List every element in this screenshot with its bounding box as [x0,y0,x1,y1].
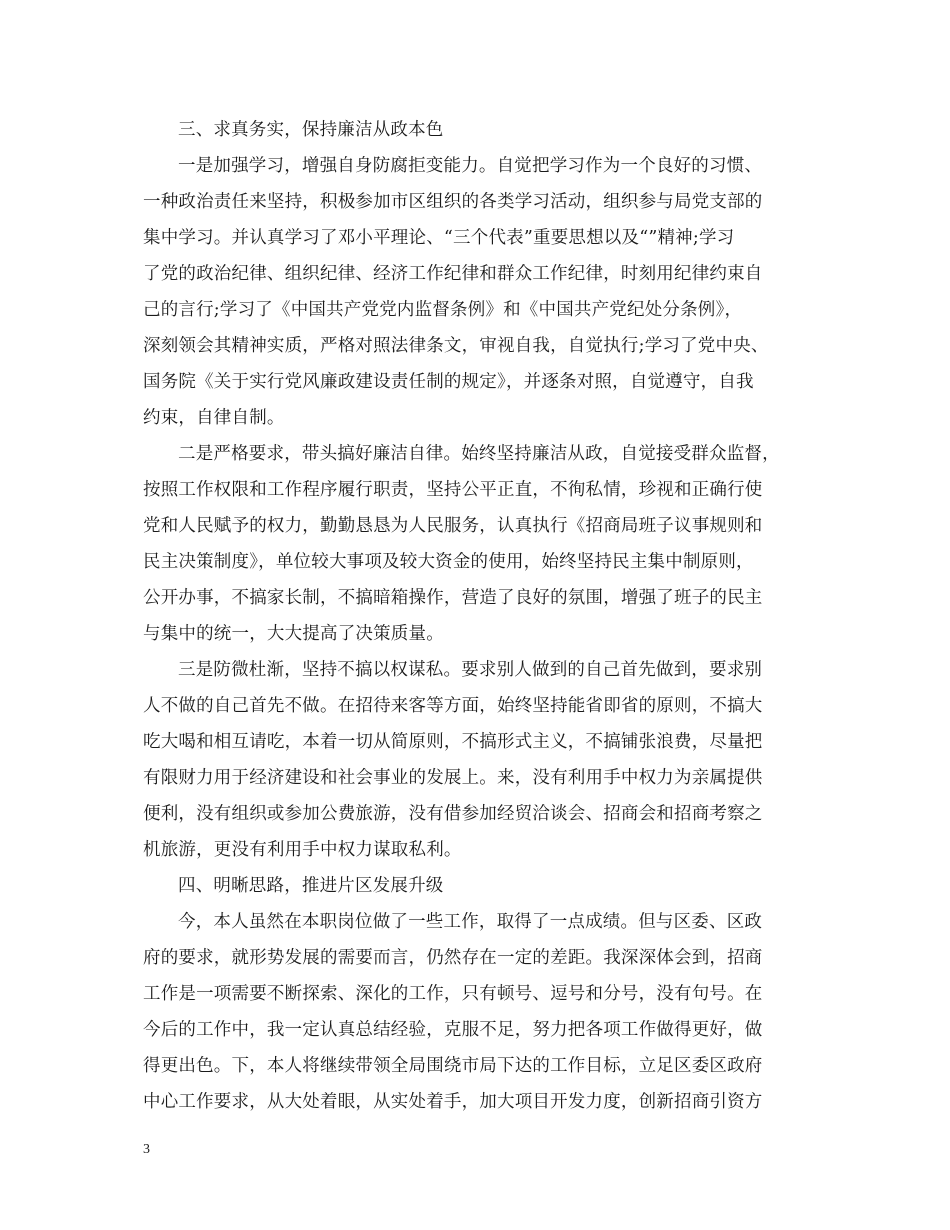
paragraph-line: 今，本人虽然在本职岗位做了一些工作，取得了一点成绩。但与区委、区政 [178,912,763,932]
paragraph-line: 吃大喝和相互请吃，本着一切从简原则，不搞形式主义，不搞铺张浪费，尽量把 [143,732,763,752]
paragraph-line: 二是严格要求，带头搞好廉洁自律。始终坚持廉洁从政，自觉接受群众监督， [178,444,780,464]
paragraph-line: 约束，自律自制。 [143,408,285,428]
paragraph-line: 得更出色。下，本人将继续带领全局围绕市局下达的工作目标，立足区委区政府 [143,1056,763,1076]
paragraph-line: 党和人民赋予的权力，勤勤恳恳为人民服务，认真执行《招商局班子议事规则和 [143,516,763,536]
section-heading: 三、求真务实，保持廉洁从政本色 [178,120,444,140]
paragraph-line: 三是防微杜渐，坚持不搞以权谋私。要求别人做到的自己首先做到，要求别 [178,660,763,680]
paragraph-line: 了党的政治纪律、组织纪律、经济工作纪律和群众工作纪律，时刻用纪律约束自 [143,264,763,284]
paragraph-line: 一是加强学习，增强自身防腐拒变能力。自觉把学习作为一个良好的习惯、 [178,156,763,176]
paragraph-line: 人不做的自己首先不做。在招待来客等方面，始终坚持能省即省的原则，不搞大 [143,696,763,716]
paragraph-line: 今后的工作中，我一定认真总结经验，克服不足，努力把各项工作做得更好，做 [143,1020,763,1040]
paragraph-line: 工作是一项需要不断探索、深化的工作，只有顿号、逗号和分号，没有句号。在 [143,984,763,1004]
paragraph-line: 按照工作权限和工作程序履行职责，坚持公平正直，不徇私情，珍视和正确行使 [143,480,763,500]
paragraph-line: 便利，没有组织或参加公费旅游，没有借参加经贸洽谈会、招商会和招商考察之 [143,804,763,824]
paragraph-line: 公开办事，不搞家长制，不搞暗箱操作，营造了良好的氛围，增强了班子的民主 [143,588,763,608]
paragraph-line: 集中学习。并认真学习了邓小平理论、“三个代表”重要思想以及“”精神;学习 [143,228,735,248]
paragraph-line: 己的言行;学习了《中国共产党党内监督条例》和《中国共产党纪处分条例》， [143,300,743,320]
paragraph-line: 府的要求，就形势发展的需要而言，仍然存在一定的差距。我深深体会到，招商 [143,948,763,968]
paragraph-line: 一种政治责任来坚持，积极参加市区组织的各类学习活动，组织参与局党支部的 [143,192,763,212]
paragraph-line: 民主决策制度》，单位较大事项及较大资金的使用，始终坚持民主集中制原则， [143,552,754,572]
paragraph-line: 深刻领会其精神实质，严格对照法律条文，审视自我，自觉执行;学习了党中央、 [143,336,769,356]
section-heading: 四、明晰思路，推进片区发展升级 [178,876,444,896]
paragraph-line: 机旅游，更没有利用手中权力谋取私利。 [143,840,462,860]
paragraph-line: 中心工作要求，从大处着眼，从实处着手，加大项目开发力度，创新招商引资方 [143,1092,763,1112]
paragraph-line: 与集中的统一，大大提高了决策质量。 [143,624,444,644]
page-number: 3 [143,1142,150,1157]
paragraph-line: 有限财力用于经济建设和社会事业的发展上。来，没有利用手中权力为亲属提供 [143,768,763,788]
paragraph-line: 国务院《关于实行党风廉政建设责任制的规定》，并逐条对照，自觉遵守，自我 [143,372,754,392]
